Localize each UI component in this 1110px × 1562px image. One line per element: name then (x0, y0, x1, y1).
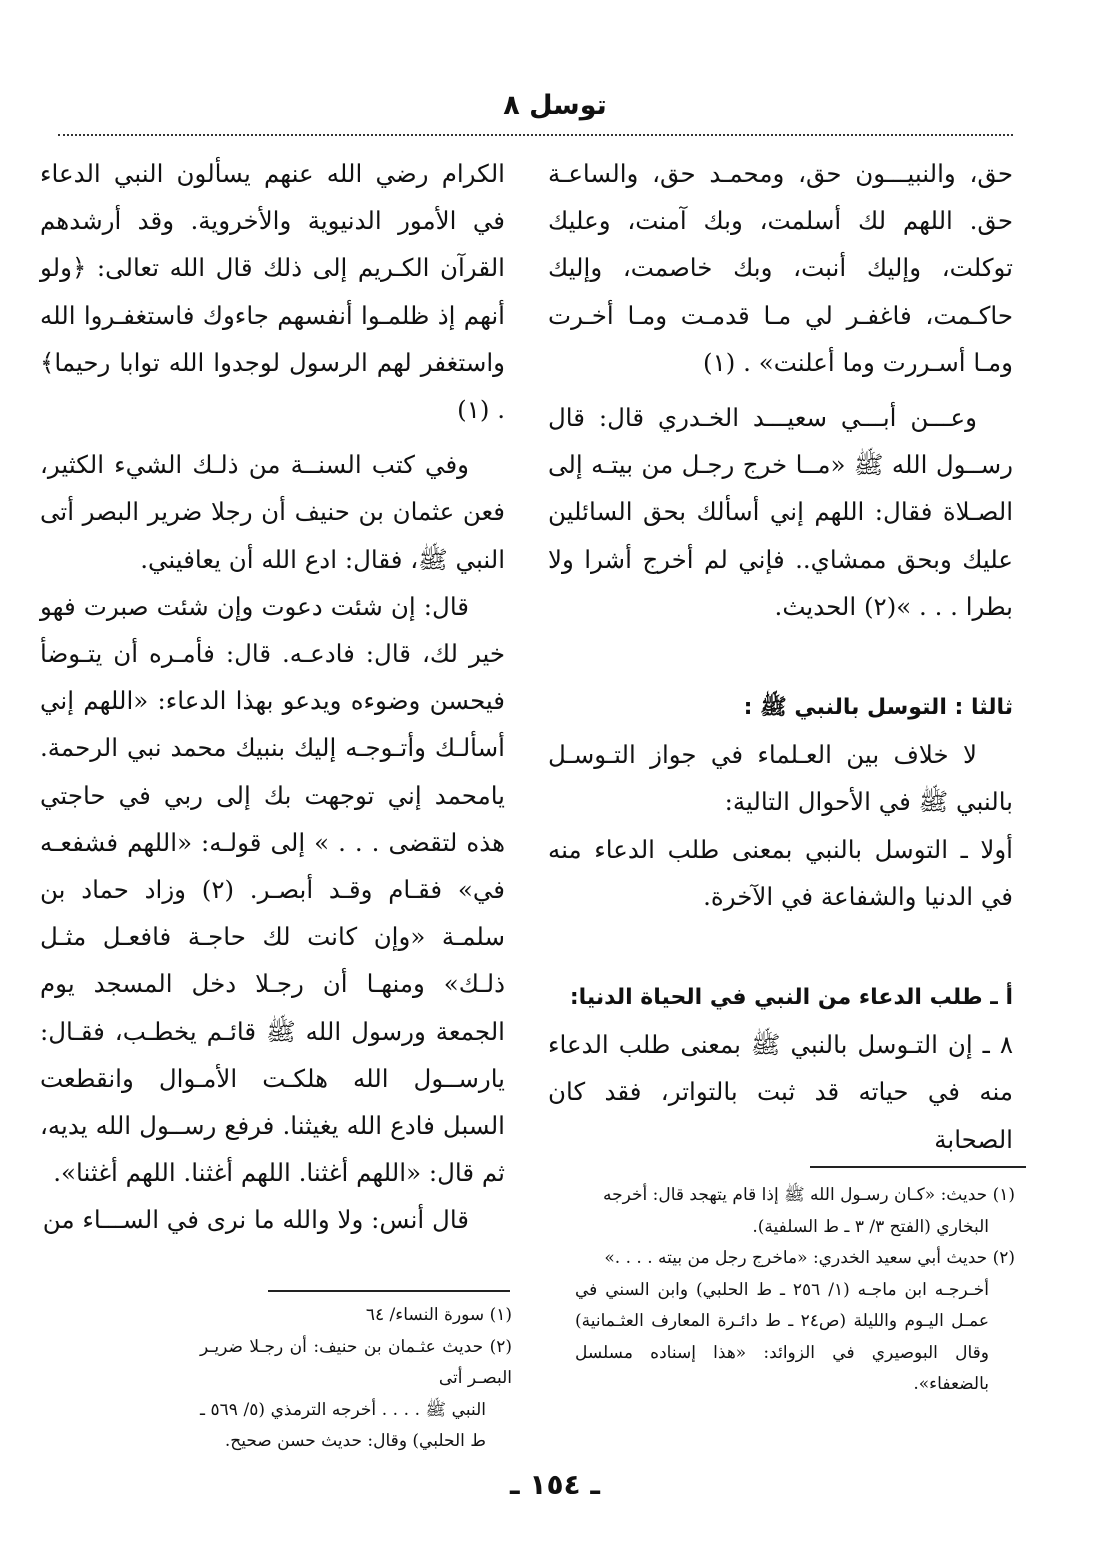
footnote-right-1-continued: البخاري (الفتح ٣/ ٣ ـ ط السلفية). (752, 1216, 989, 1237)
left-paragraph-2: وفي كتب السنــة من ذلـك الشيء الكثير، فعن عثمان بن حنيف أن رجلا ضرير البصر أتى النبي ﷺ، فقال: ادع الله أن يعافيني. (40, 450, 505, 574)
footnote-separator-left (268, 1290, 510, 1292)
footnote-right-1: (١) حديث: «كـان رسـول الله ﷺ إذا قام يتهجد قال: أخرجه (603, 1185, 1015, 1205)
footnote-right-2: (٢) حديث أبي سعيد الخدري: «ماخرج رجل من بيته . . . .» (604, 1248, 1015, 1268)
footnote-left-1: (١) سورة النساء/ ٦٤ (365, 1305, 512, 1325)
left-paragraph-3: قال: إن شئت دعوت وإن شئت صبرت فهو خير لك، قال: فادعـه. قال: فأمـره أن يتـوضأ فيحسن وضوءه ويدعو بهذا الدعاء: «اللهم إني أسألـك وأتـوجـه إليك بنبيك محمد نبي الرحمة. يامحمد إني توجهت بك إلى ربي في حاجتي هذه لتقضى . . . » إلى قولـه: «اللهم فشفعـه في» فقـام وقـد أبصـر. (٢) وزاد حماد بن سلمـة «وإن كانت لك حاجـة فافعـل مثـل ذلـك» ومنهـا أن رجـلا دخل المسجد يوم الجمعة ورسول الله ﷺ قائـم يخطـب، فقـال: يارســول الله هلكـت الأمـوال وانقطعت السبل فادع الله يغيثنا. فرفع رســول الله يديه، ثم قال: «اللهم أغثنا. اللهم أغثنا. اللهم أغثنا». (40, 591, 505, 1188)
right-paragraph-2: وعـــن أبـــي سعيـــد الخـدري قال: قال رســول الله ﷺ «مــا خرج رجـل من بيتـه إلى الصـلاة فقال: اللهم إني أسألك بحق السائلين عليك وبحق ممشاي.. فإني لم أخرج أشرا ولا بطرا . . . »(٢) الحديث. (548, 403, 1013, 621)
footnotes-left (200, 1300, 512, 1458)
running-header-title: توسل ٨ (503, 90, 607, 121)
left-column (40, 150, 505, 1244)
footnotes-right (575, 1180, 1015, 1401)
page-number: ـ ١٥٤ ـ (510, 1468, 600, 1501)
right-paragraph-4: أولا ـ التوسل بالنبي بمعنى طلب الدعاء منه في الدنيا والشفاعة في الآخرة. (548, 834, 1013, 911)
footnote-separator-right (810, 1166, 1026, 1168)
right-column (548, 150, 1013, 1163)
subsection-heading-a: أ ـ طلب الدعاء من النبي في الحياة الدنيا: (569, 985, 1013, 1011)
footnote-right-2-continued: أخـرجـه ابن ماجـه (١/ ٢٥٦ ـ ط الحلبي) وابن السني في عمـل اليـوم والليلة (ص٢٤ ـ ط دائـرة المعارف العثـمانية) وقال البوصيري في الزوائد: «هذا إسناده مسلسل بالضعفاء». (575, 1279, 989, 1394)
left-paragraph-1: الكرام رضي الله عنهم يسألون النبي الدعاء في الأمور الدنيوية والأخروية. وقد أرشدهم القرآن الكـريم إلى ذلك قال الله تعالى: ﴿ولو أنهم إذ ظلمـوا أنفسهم جاءوك فاستغفـروا الله واستغفر لهم الرسول لوجدوا الله توابا رحيما﴾ . (١) (40, 159, 505, 425)
left-paragraph-4: قال أنس: ولا والله ما نرى في الســـاء من (42, 1205, 469, 1235)
right-paragraph-3: لا خلاف بين العـلماء في جواز التـوسـل بالنبي ﷺ في الأحوال التالية: (548, 740, 1013, 817)
footnote-left-2-continued: النبي ﷺ . . . . أخرجه الترمذي (٥/ ٥٦٩ ـ ط الحلبي) وقال: حديث حسن صحيح. (200, 1399, 486, 1451)
header-dotted-rule (58, 134, 1013, 136)
right-paragraph-1: حق، والنبيـــون حق، ومحمـد حق، والساعـة حق. اللهم لك أسلمت، وبك آمنت، وعليك توكلت، وإليك أنبت، وبك خاصمت، وإليك حاكـمت، فاغفـر لي مـا قدمـت ومـا أخـرت ومـا أسـررت وما أعلنت» . (١) (548, 159, 1013, 377)
right-paragraph-5: ٨ ـ إن التـوسل بالنبي ﷺ بمعنى طلب الدعاء منه في حياته قد ثبت بالتواتر، فقد كان الصحابة (548, 1030, 1013, 1154)
section-heading-third: ثالثا : التوسل بالنبي ﷺ : (743, 695, 1013, 721)
footnote-left-2: (٢) حديث عثـمان بن حنيف: أن رجـلا ضريـر البصـر أتى (200, 1336, 512, 1388)
